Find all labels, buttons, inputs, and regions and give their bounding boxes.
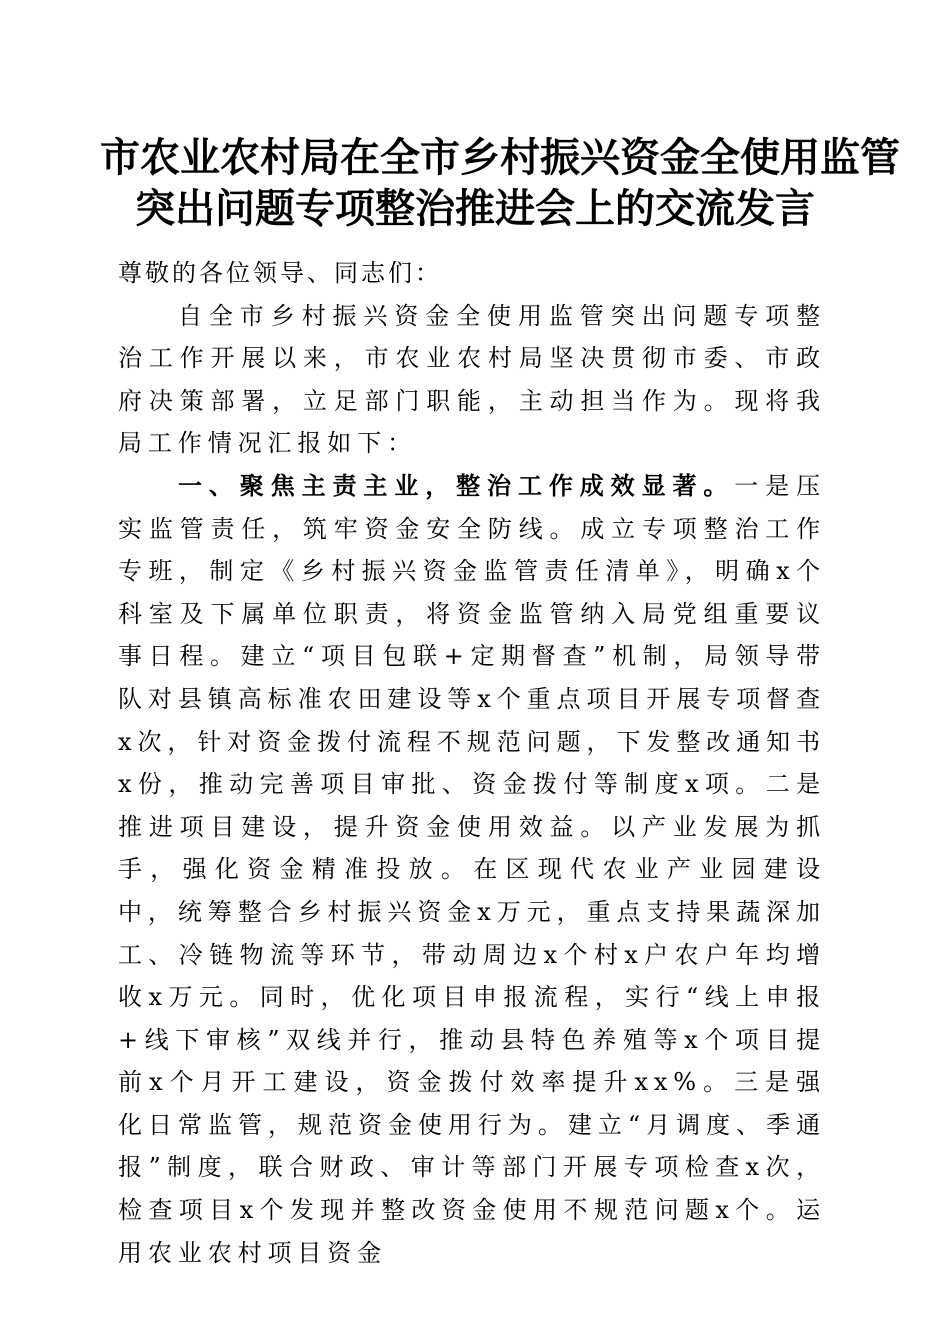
title-line-1: 市农业农村局在全市乡村振兴资金全使用监管: [100, 134, 900, 181]
section-1-body: 一是压实监管责任，筑牢资金安全防线。成立专项整治工作专班，制定《乡村振兴资金监管责任清单》，明确x个科室及下属单位职责，将资金监管纳入局党组重要议事日程。建立“项目包联+定期督查”机制，局领导带队对县镇高标准农田建设等x个重点项目开展专项督查x次，针对资金拨付流程不规范问题，下发整改通知书x份，推动完善项目审批、资金拨付等制度x项。二是推进项目建设，提升资金使用效益。以产业发展为抓手，强化资金精准投放。在区现代农业产业园建设中，统筹整合乡村振兴资金x万元，重点支持果蔬深加工、冷链物流等环节，带动周边x个村x户农户年均增收x万元。同时，优化项目申报流程，实行“线上申报+线下审核”双线并行，推动县特色养殖等x个项目提前x个月开工建设，资金拨付效率提升xx%。三是强化日常监管，规范资金使用行为。建立“月调度、季通报”制度，联合财政、审计等部门开展专项检查x次，检查项目x个发现并整改资金使用不规范问题x个。运用农业农村项目资金: [118, 471, 827, 1267]
section-1-paragraph: [118, 465, 826, 1274]
document-title: [100, 132, 900, 234]
document-body: [118, 252, 826, 1274]
section-1-heading: 一、聚焦主责主业，整治工作成效显著。: [178, 471, 735, 500]
title-line-2: 突出问题专项整治推进会上的交流发言: [135, 185, 815, 232]
intro-paragraph: 自全市乡村振兴资金全使用监管突出问题专项整治工作开展以来，市农业农村局坚决贯彻市委、市政府决策部署，立足部门职能，主动担当作为。现将我局工作情况汇报如下：: [118, 301, 826, 458]
salutation: 尊敬的各位领导、同志们：: [118, 259, 442, 287]
